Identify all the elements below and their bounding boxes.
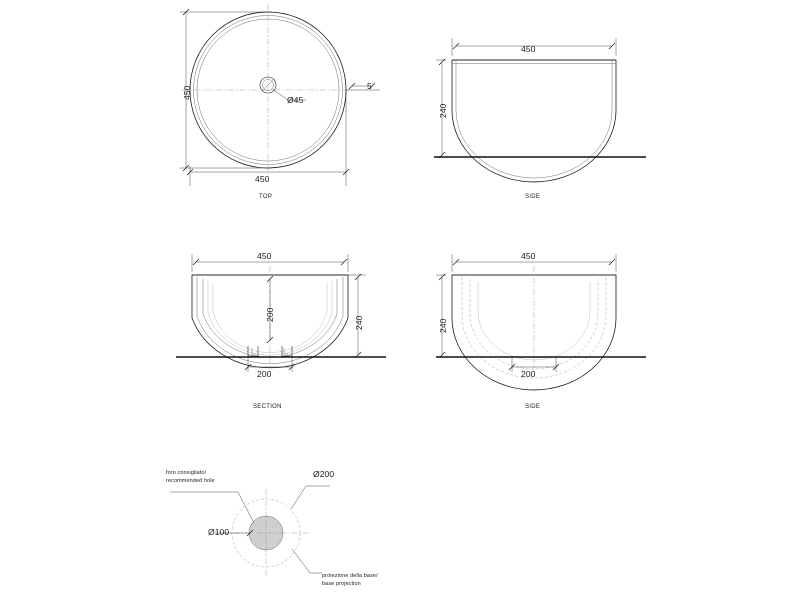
dim-base-hole-diameter: Ø100 xyxy=(208,527,230,537)
top-view-geometry xyxy=(180,4,380,186)
dim-side-width: 450 xyxy=(521,44,536,54)
dim-rim-thickness: 5 xyxy=(367,81,372,91)
side-view-top-geometry xyxy=(434,38,646,182)
note-base-projection-it: proiezione della base/ xyxy=(322,573,378,579)
note-base-projection-en: base projection xyxy=(322,581,361,587)
dim-section-inner-depth: 200 xyxy=(265,307,275,322)
view-caption-top: TOP xyxy=(259,194,273,200)
dim-section-height: 240 xyxy=(354,315,364,330)
dim-top-width: 450 xyxy=(255,174,270,184)
dim-top-height: 450 xyxy=(182,85,192,100)
view-caption-section: SECTION xyxy=(253,404,282,410)
dim-side-height: 240 xyxy=(438,103,448,118)
dim-drain-diameter: Ø45 xyxy=(287,95,304,105)
section-view-geometry xyxy=(176,254,386,372)
dim-section-base-width: 200 xyxy=(257,369,272,379)
dim-side2-width: 450 xyxy=(521,251,536,261)
dim-side2-height: 240 xyxy=(438,318,448,333)
view-caption-side-top: SIDE xyxy=(525,194,541,200)
note-recommended-hole-en: recommended hole xyxy=(166,478,215,484)
base-hole-detail-geometry xyxy=(170,486,330,577)
dim-base-outer-diameter: Ø200 xyxy=(313,469,335,479)
note-recommended-hole-it: foro consigliato/ xyxy=(166,470,207,476)
dim-side2-base-width: 200 xyxy=(521,369,536,379)
view-caption-side-bottom: SIDE xyxy=(525,404,541,410)
dim-section-width: 450 xyxy=(257,251,272,261)
side-view-bottom-geometry xyxy=(436,254,646,390)
